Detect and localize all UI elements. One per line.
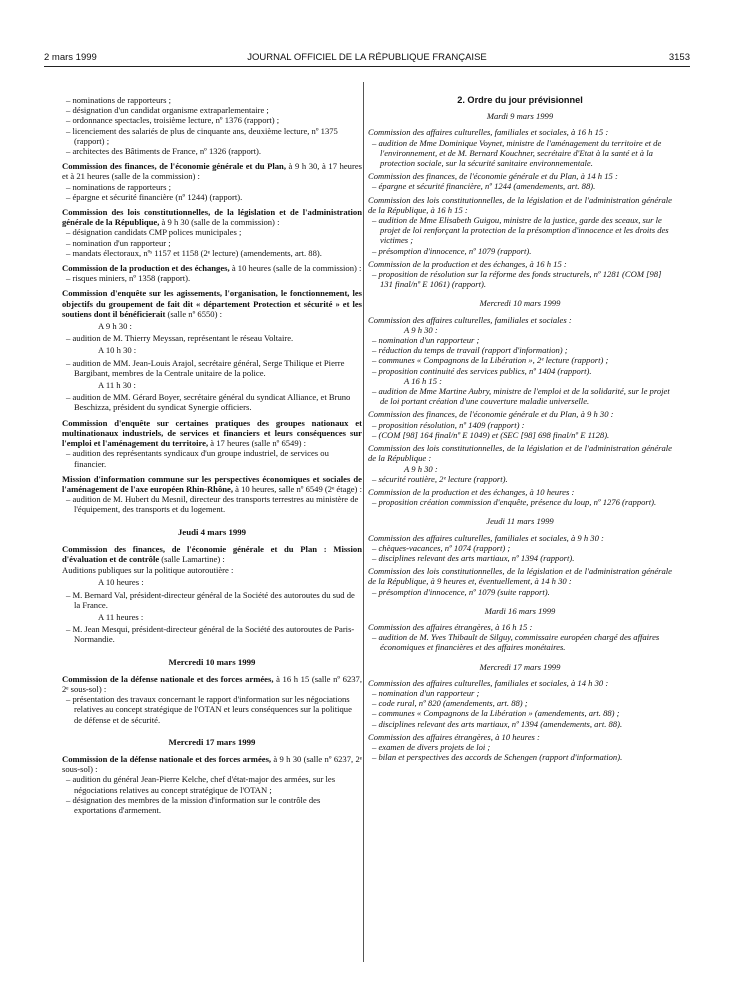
section-finances <box>62 161 362 181</box>
section-title: Commission d'enquête sur certaines pratiques des groupes nationaux et multinationaux industriels, de services et financiers et leurs conséquences sur l'emploi et l'aménagement du territoire, <box>62 417 362 449</box>
committee-heading: Commission des affaires étrangères, à 16 h 15 : <box>368 621 533 632</box>
section-detail: à 10 heures (salle de la commission) : <box>229 263 362 274</box>
list-item: – nomination d'un rapporteur ; <box>368 688 672 698</box>
list-item: – nominations de rapporteurs ; <box>62 95 362 105</box>
section-detail: (salle Lamartine) : <box>159 553 225 564</box>
section-title: Commission de la production et des échanges, <box>62 263 230 274</box>
list-item: – audition de MM. Jean-Louis Arajol, secrétaire général, Serge Thilique et Pierre Bargibant, membres de la Centrale unitaire de la police. <box>62 358 362 378</box>
day-heading: Mardi 9 mars 1999 <box>486 111 554 122</box>
list-item: – bilan et perspectives des accords de Schengen (rapport d'information). <box>368 752 672 762</box>
time-label: A 9 h 30 : <box>98 321 132 332</box>
list-item: – épargne et sécurité financière (nº 1244) (rapport). <box>62 192 362 202</box>
list-item: – communes « Compagnons de la Libération », 2ᵉ lecture (rapport) ; <box>368 355 672 365</box>
list-item: – sécurité routière, 2ᵉ lecture (rapport). <box>368 474 672 484</box>
list-item: – réduction du temps de travail (rapport d'information) ; <box>368 345 672 355</box>
list-item: – audition de MM. Gérard Boyer, secrétaire général du syndicat Alliance, et Bruno Beschizza, président du syndicat Synergie officiers. <box>62 392 362 412</box>
time-label: A 11 h 30 : <box>98 380 136 391</box>
list-item: – licenciement des salariés de plus de cinquante ans, deuxième lecture, nº 1375 (rapport) ; <box>62 126 362 146</box>
list-item: – chèques-vacances, nº 1074 (rapport) ; <box>368 543 672 553</box>
section-heading: 2. Ordre du jour prévisionnel <box>457 95 583 105</box>
list-item: – audition de M. Hubert du Mesnil, directeur des transports terrestres au ministère de l'équipement, des transports et du logement. <box>62 494 362 514</box>
list-item: – nomination d'un rapporteur ; <box>62 238 362 248</box>
list-item: – désignation candidats CMP polices municipales ; <box>62 227 362 237</box>
section-enquete-dps <box>62 288 362 319</box>
list-item: – désignation des membres de la mission d'information sur le contrôle des exportations d'armement. <box>62 795 362 815</box>
list-item: – désignation d'un candidat organisme extraparlementaire ; <box>62 105 362 115</box>
section-title: Commission de la défense nationale et des forces armées, <box>62 673 274 684</box>
section-intro: Auditions publiques sur la politique autoroutière : <box>62 565 234 576</box>
committee-heading: Commission de la production et des échanges, à 10 heures : <box>368 486 575 497</box>
time-label: A 10 heures : <box>98 577 144 588</box>
list-item: – proposition résolution, nº 1409 (rapport) : <box>368 420 672 430</box>
day-heading: Mardi 16 mars 1999 <box>484 605 556 616</box>
day-heading: Mercredi 10 mars 1999 <box>168 656 256 667</box>
section-detail: à 10 heures, salle nº 6549 (2ᵉ étage) : <box>233 483 362 494</box>
list-item: – proposition de résolution sur la réforme des fonds structurels, nº 1281 (COM [98] 131 final/nº E 1061) (rapport). <box>368 269 672 289</box>
section-title: Mission d'information commune sur les perspectives économiques et sociales de l'aménagement de l'axe européen Rhin-Rhône, <box>62 473 362 494</box>
list-item: – nominations de rapporteurs ; <box>62 182 362 192</box>
section-detail: à 9 h 30 (salle de la commission) : <box>159 217 280 228</box>
section-defense-17 <box>62 754 362 774</box>
page-header <box>44 52 690 66</box>
list-item: – proposition création commission d'enquête, présence du loup, nº 1276 (rapport). <box>368 497 672 507</box>
journal-title: JOURNAL OFFICIEL DE LA RÉPUBLIQUE FRANÇAISE <box>247 52 487 63</box>
list-item: – épargne et sécurité financière, nº 1244 (amendements, art. 88). <box>368 181 672 191</box>
left-column <box>62 95 362 815</box>
right-column <box>368 95 672 762</box>
list-item: – disciplines relevant des arts martiaux, nº 1394 (amendements, art. 88). <box>368 719 672 729</box>
committee-heading: Commission des affaires étrangères, à 10 heures : <box>368 731 540 742</box>
section-mission-rhin-rhone <box>62 474 362 494</box>
list-item: – M. Jean Mesqui, président-directeur général de la Société des autoroutes de Paris-Normandie. <box>62 624 362 644</box>
list-item: – disciplines relevant des arts martiaux, nº 1394 (rapport). <box>368 553 672 563</box>
day-heading: Mercredi 10 mars 1999 <box>479 298 561 309</box>
list-item: – ordonnance spectacles, troisième lecture, nº 1376 (rapport) ; <box>62 115 362 125</box>
committee-heading: Commission des affaires culturelles, familiales et sociales : <box>368 314 572 325</box>
section-title: Commission des lois constitutionnelles, de la législation et de l'administration générale de la République, <box>62 207 362 228</box>
list-item: – M. Bernard Val, président-directeur général de la Société des autoroutes du sud de la France. <box>62 590 362 610</box>
committee-heading: Commission des lois constitutionnelles, de la législation et de l'administration générale de la République : <box>368 443 672 464</box>
section-detail: à 16 h 15 (salle nº 6237, 2ᵉ sous-sol) : <box>62 673 363 694</box>
list-item: – présomption d'innocence, nº 1079 (rapport). <box>368 246 672 256</box>
section-title: Commission d'enquête sur les agissements, l'organisation, le fonctionnement, les objectifs du groupement de fait dit « département Protection et sécurité » et les soutiens dont il bénéficierait <box>62 288 362 319</box>
list-item: – audition de M. Yves Thibault de Silguy, commissaire européen chargé des affaires économiques et financières et des affaires monétaires. <box>368 632 672 652</box>
section-enquete-groupes <box>62 418 362 449</box>
section-defense-10 <box>62 674 362 694</box>
committee-heading: Commission des lois constitutionnelles, de la législation et de l'administration générale de la République, à 9 heures et, éventuellement, à 14 h 30 : <box>368 566 672 587</box>
committee-heading: Commission des affaires culturelles, familiales et sociales, à 16 h 15 : <box>368 127 609 138</box>
page-number: 3153 <box>668 52 690 63</box>
section-title: Commission de la défense nationale et des forces armées, <box>62 753 272 764</box>
list-item: – risques miniers, nº 1358 (rapport). <box>62 273 362 283</box>
list-item: – audition de M. Thierry Meyssan, représentant le réseau Voltaire. <box>62 333 362 343</box>
section-detail: (salle nº 6550) : <box>165 308 222 319</box>
time-label: A 16 h 15 : <box>404 375 443 386</box>
day-heading: Jeudi 11 mars 1999 <box>486 516 554 527</box>
list-item: – audition de Mme Elisabeth Guigou, ministre de la justice, garde des sceaux, sur le projet de loi renforçant la protection de la présomption d'innocence et les droits des victimes ; <box>368 215 672 246</box>
time-label: A 9 h 30 : <box>404 463 438 474</box>
committee-heading: Commission des affaires culturelles, familiales et sociales, à 14 h 30 : <box>368 677 609 688</box>
list-item: – proposition continuité des services publics, nº 1404 (rapport). <box>368 366 672 376</box>
day-heading: Mercredi 17 mars 1999 <box>479 661 561 672</box>
day-heading: Mercredi 17 mars 1999 <box>168 736 256 747</box>
list-item: – communes « Compagnons de la Libération » (amendements, art. 88) ; <box>368 708 672 718</box>
time-label: A 11 heures : <box>98 611 144 622</box>
header-rule <box>44 66 690 67</box>
list-item: – examen de divers projets de loi ; <box>368 742 672 752</box>
list-item: – code rural, nº 820 (amendements, art. 88) ; <box>368 698 672 708</box>
agenda-list <box>368 111 672 762</box>
committee-heading: Commission des lois constitutionnelles, de la législation et de l'administration générale de la République, à 16 h 15 : <box>368 194 672 215</box>
section-title: Commission des finances, de l'économie générale et du Plan : Mission d'évaluation et de contrôle <box>62 543 362 564</box>
list-item: – audition du général Jean-Pierre Kelche, chef d'état-major des armées, sur les négociations relatives au concept stratégique de l'OTAN ; <box>62 774 362 794</box>
list-item: – (COM [98] 164 final/nº E 1049) et (SEC [98] 698 final/nº E 1128). <box>368 430 672 440</box>
list-item: – architectes des Bâtiments de France, nº 1326 (rapport). <box>62 146 362 156</box>
committee-heading: Commission des affaires culturelles, familiales et sociales, à 9 h 30 : <box>368 532 604 543</box>
committee-heading: Commission de la production et des échanges, à 16 h 15 : <box>368 258 567 269</box>
list-item: – audition de Mme Martine Aubry, ministre de l'emploi et de la solidarité, sur le projet de loi portant création d'une couverture maladie universelle. <box>368 386 672 406</box>
committee-heading: Commission des finances, de l'économie générale et du Plan, à 14 h 15 : <box>368 171 618 182</box>
column-divider <box>363 82 364 962</box>
section-lois <box>62 207 362 227</box>
list-item: – nomination d'un rapporteur ; <box>368 335 672 345</box>
header-date: 2 mars 1999 <box>44 52 97 63</box>
list-item: – présentation des travaux concernant le rapport d'information sur les négociations relatives au concept stratégique de l'OTAN et leurs conséquences sur la politique de défense et de sécurité. <box>62 694 362 725</box>
list-item: – présomption d'innocence, nº 1079 (suite rapport). <box>368 587 672 597</box>
section-detail: à 17 heures (salle nº 6549) : <box>208 438 307 449</box>
list-item: – audition des représentants syndicaux d'un groupe industriel, de services ou financier. <box>62 448 362 468</box>
section-title: Commission des finances, de l'économie générale et du Plan, <box>62 161 286 172</box>
list-item: – mandats électoraux, nºˢ 1157 et 1158 (2ᵉ lecture) (amendements, art. 88). <box>62 248 362 258</box>
day-heading: Jeudi 4 mars 1999 <box>177 526 247 537</box>
time-label: A 9 h 30 : <box>404 324 438 335</box>
section-detail: à 9 h 30 (salle nº 6237, 2ᵉ sous-sol) : <box>62 753 362 775</box>
section-mission-evaluation <box>62 544 362 564</box>
committee-heading: Commission des finances, de l'économie générale et du Plan, à 9 h 30 : <box>368 409 614 420</box>
section-detail: à 9 h 30, à 17 heures et à 21 heures (salle de la commission) : <box>62 161 362 182</box>
time-label: A 10 h 30 : <box>98 345 137 356</box>
section-production <box>62 263 362 273</box>
list-item: – audition de Mme Dominique Voynet, ministre de l'aménagement du territoire et de l'environnement, et de M. Bernard Kouchner, secrétaire d'Etat à la santé et à la protection sociale, sur la sécurité sanitaire environnementale. <box>368 138 672 169</box>
